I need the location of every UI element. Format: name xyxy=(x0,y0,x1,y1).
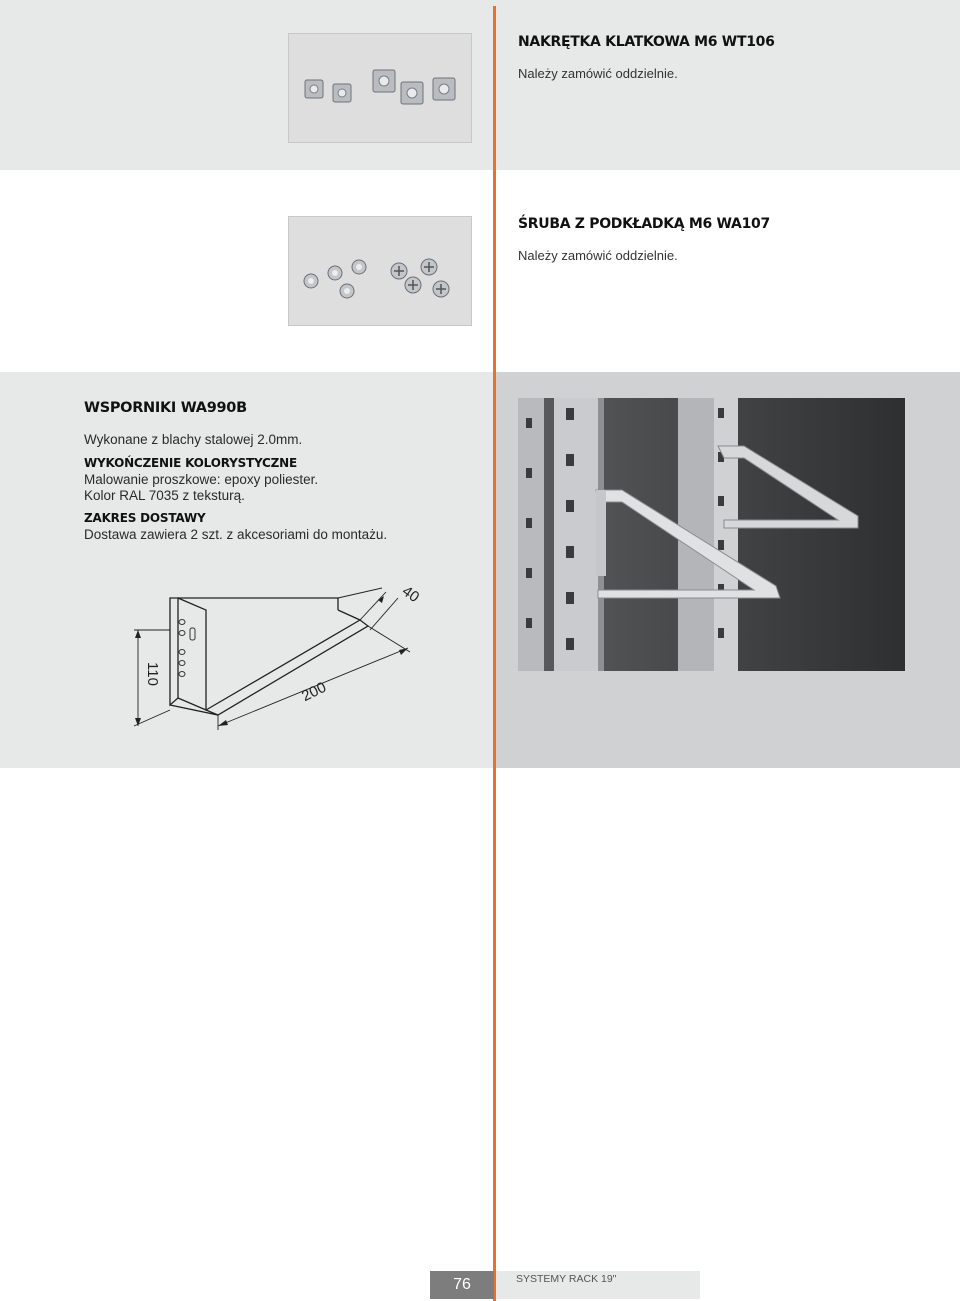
brackets-rack-photo xyxy=(518,398,905,671)
dim-height-label: 110 xyxy=(144,662,161,686)
brackets-material: Wykonane z blachy stalowej 2.0mm. xyxy=(84,432,303,447)
dim-width-label: 40 xyxy=(398,582,423,607)
cage-nut-photo xyxy=(288,33,472,143)
cage-nut-note: Należy zamówić oddzielnie. xyxy=(518,66,678,81)
finish-heading: WYKOŃCZENIE KOLORYSTYCZNE xyxy=(84,456,298,470)
screw-title: ŚRUBA Z PODKŁADKĄ M6 WA107 xyxy=(518,216,770,232)
accent-divider xyxy=(493,6,496,1301)
brackets-title: WSPORNIKI WA990B xyxy=(84,400,247,416)
footer-label: SYSTEMY RACK 19" xyxy=(496,1271,700,1299)
cage-nut-section-bg xyxy=(0,0,960,170)
scope-heading: ZAKRES DOSTAWY xyxy=(84,511,206,525)
finish-line-1: Malowanie proszkowe: epoxy poliester. xyxy=(84,472,319,487)
screw-photo xyxy=(288,216,472,326)
dim-depth-label: 200 xyxy=(299,678,330,706)
scope-text: Dostawa zawiera 2 szt. z akcesoriami do montażu. xyxy=(84,527,388,542)
page-number: 76 xyxy=(430,1271,494,1299)
finish-line-2: Kolor RAL 7035 z teksturą. xyxy=(84,488,245,503)
screw-note: Należy zamówić oddzielnie. xyxy=(518,248,678,263)
cage-nut-title: NAKRĘTKA KLATKOWA M6 WT106 xyxy=(518,34,775,50)
bracket-technical-drawing xyxy=(120,570,440,750)
screw-section-bg xyxy=(0,170,960,372)
